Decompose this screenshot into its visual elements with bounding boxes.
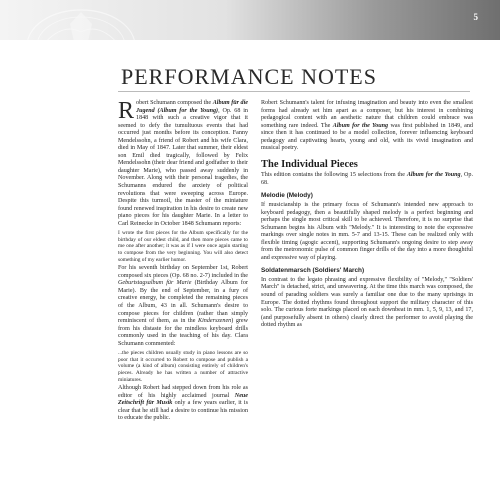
left-column (118, 100, 248, 425)
intro-paragraph-1: Robert Schumann composed the Album für die Jugend (Album for the Young), Op. 68 in 1848 with such a creative vigor that it seemed to defy the tumultuous events that had occurred just months before its conception. Fanny Mendelssohn, a friend of Robert and his wife Clara, died in May of 1847. Later that summer, their eldest son Emil died tragically, followed by Felix Mendelssohn (their dear friend and godfather to their daughter Marie), who passed away suddenly in November. Along with their personal tragedies, the Schumanns endured the anxiety of political revolutions that were sweeping across Europe. Despite this turmoil, the master of the miniature found renewed inspiration in his desire to create new piano pieces for his daughter Marie. In a letter to Carl Reinecke in October 1848 Schumann reports: (118, 98, 248, 227)
page-title: PERFORMANCE NOTES (121, 64, 377, 89)
melodie-text: If musicianship is the primary focus of Schumann's intended new approach to keyboard pedagogy, then a beautifully shaped melody is a perfect beginning and perhaps the single most critical skill to be achieved. Therefore, it is no surprise that Schumann begins his Album with "Melody." It is interesting to note the expressive markings over single notes in mm. 5-7 and 13-15. These can be realized only with flexible timing (agogic accent), supporting Schumann's ongoing desire to step away from the metronomic pulse of common finger drills of the day into a more thoughtful and expressive way of playing. (261, 202, 473, 261)
drop-cap: R (118, 98, 135, 124)
intro-paragraph-4: Robert Schumann's talent for infusing imagination and beauty into even the smallest forms had already set him apart as a composer, but his interest in combining pedagogical content with an aesthetic nature that children could embrace was something rare indeed. The Album for the Young was first published in 1849, and since then it has continued to be a model collection, forever influencing keyboard pedagogy and captivating hearts, young and old, with its vivid imagination and musical poetry. (261, 100, 473, 152)
right-column (261, 100, 473, 332)
subheading-soldatenmarsch: Soldatenmarsch (Soldiers' March) (261, 267, 365, 275)
soldatenmarsch-text: In contrast to the legato phrasing and expressive flexibility of "Melody," "Soldiers' March" is detached, strict, and unwavering. At the time this march was composed, the sound of parading soldiers was surely a familiar one due to the many uprisings in Europe. The dotted rhythms found throughout support the military character of this solo. The curious forte markings placed on each downbeat in mm. 1, 5, 9, 13, and 17, (and purposefully absent in others) clearly direct the performer to avoid playing the dotted rhythm as (261, 276, 473, 329)
title-rule (118, 91, 470, 92)
subheading-melodie: Melodie (Melody) (261, 192, 313, 200)
quote-clara-schumann: ...the pieces children usually study in piano lessons are so poor that it occurred to Robert to compose and publish a volume (a kind of album) consisting entirely of children's pieces. Already he has written a number of attractive miniatures. (118, 350, 248, 383)
intro-paragraph-2: For his seventh birthday on September 1st, Robert composed six pieces (Op. 68 no. 2-7) included in the Geburtstagsalbum für Marie (Birthday Album for Marie). By the end of September, in a fury of creative energy, he completed the remaining pieces of the Album, 43 in all. Schumann's desire to compose pieces for children (rather than simply reminiscent of them, as in the Kinderszenen) grew from his distaste for the mindless keyboard drills commonly used in the teaching of his day. Clara Schumann commented: (118, 265, 249, 347)
quote-reinecke-letter: I wrote the first pieces for the Album specifically for the birthday of our eldest child, and then more pieces came to me one after another; it was as if I were once again starting to compose from the very beginning. You will also detect something of my earlier humor. (118, 230, 248, 263)
section-heading-individual-pieces: The Individual Pieces (261, 158, 358, 170)
page-number: 5 (473, 12, 478, 22)
intro-paragraph-3: Although Robert had stepped down from his role as editor of his highly acclaimed journal Neue Zeitschrift für Musik only a few years earlier, it is clear that he still had a desire to continue his mission to educate the public. (118, 385, 248, 422)
pieces-intro: This edition contains the following 15 selections from the Album for the Young, Op. 68. (261, 172, 473, 186)
